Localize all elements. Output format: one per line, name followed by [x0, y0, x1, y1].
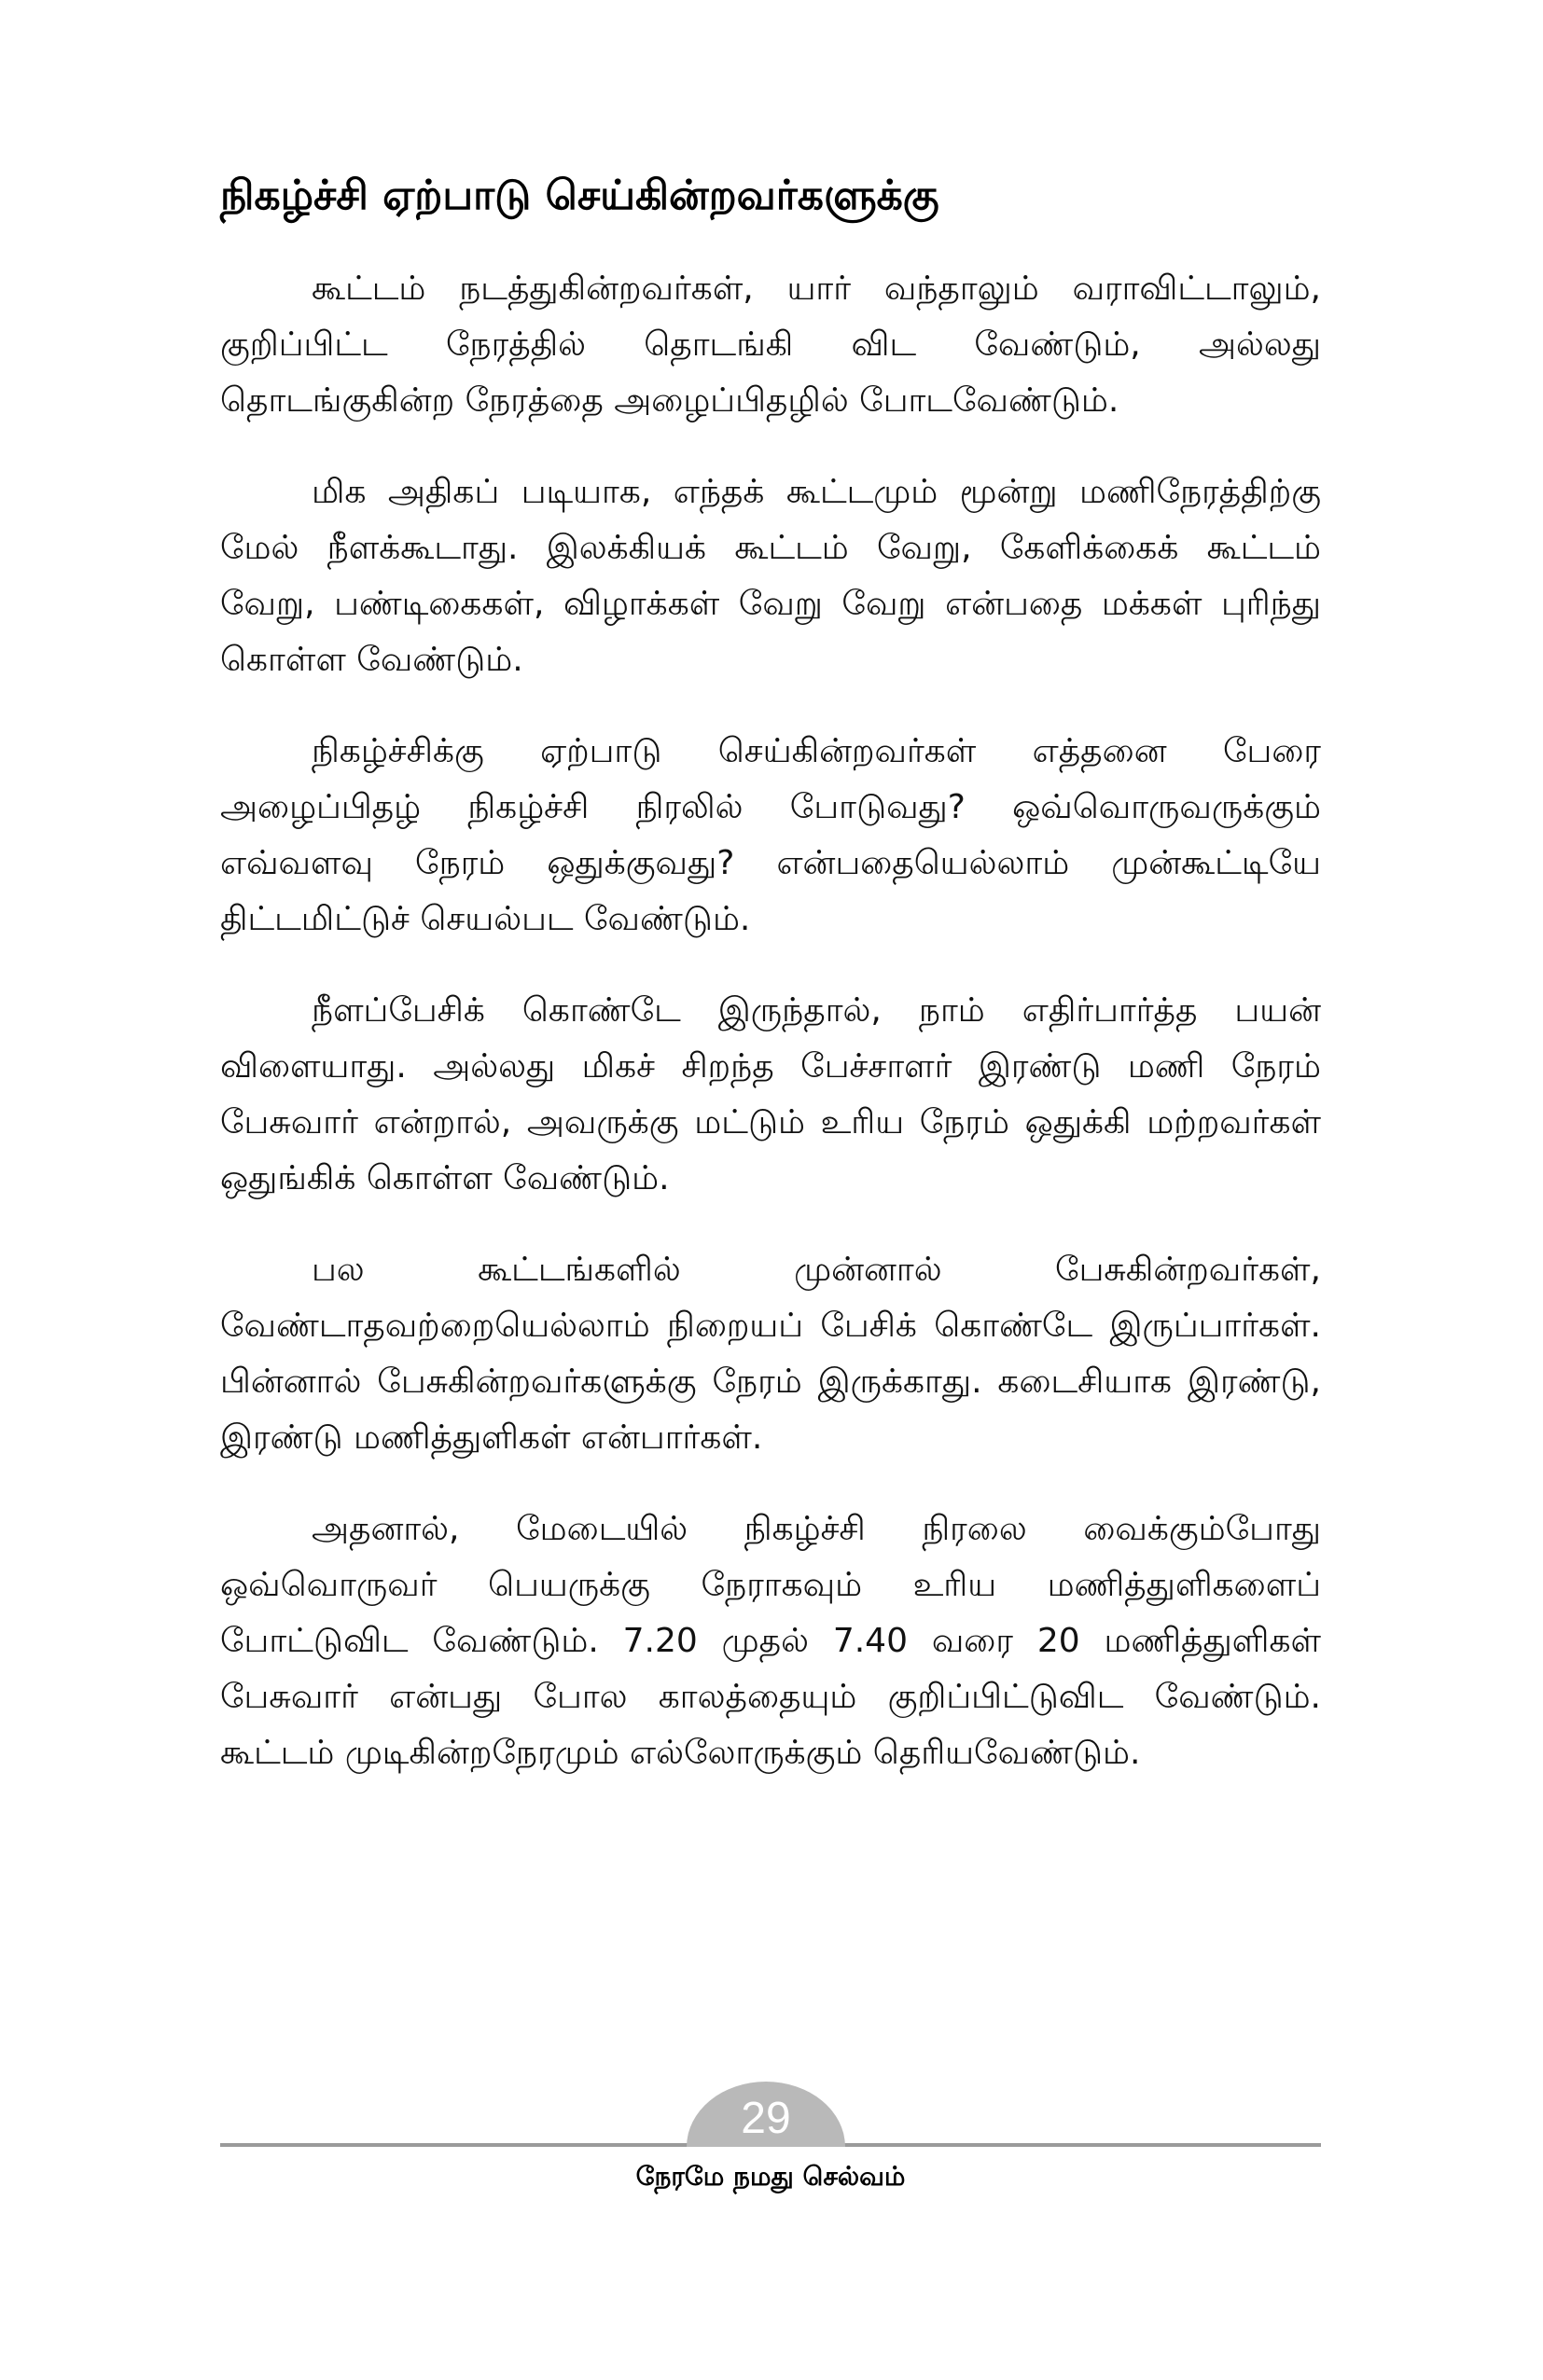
- paragraph: கூட்டம் நடத்துகின்றவர்கள், யார் வந்தாலும் வராவிட்டாலும், குறிப்பிட்ட நேரத்தில் தொடங்கி விட வேண்டும், அல்லது தொடங்குகின்ற நேரத்தை அழைப்பிதழில் போடவேண்டும்.: [220, 270, 1321, 420]
- section-heading: நிகழ்ச்சி ஏற்பாடு செய்கின்றவர்களுக்கு: [220, 172, 939, 219]
- book-title: நேரமே நமது செல்வம்: [635, 2161, 906, 2192]
- paragraph: அதனால், மேடையில் நிகழ்ச்சி நிரலை வைக்கும்போது ஒவ்வொருவர் பெயருக்கு நேராகவும் உரிய மணித்துளிகளைப் போட்டுவிட வேண்டும். 7.20 முதல் 7.40 வரை 20 மணித்துளிகள் பேசுவார் என்பது போல காலத்தையும் குறிப்பிட்டுவிட வேண்டும். கூட்டம் முடிகின்றநேரமும் எல்லோருக்கும் தெரியவேண்டும்.: [220, 1510, 1321, 1772]
- page-number-badge: [687, 2082, 845, 2147]
- paragraph: மிக அதிகப் படியாக, எந்தக் கூட்டமும் மூன்று மணிநேரத்திற்கு மேல் நீளக்கூடாது. இலக்கியக் கூட்டம் வேறு, கேளிக்கைக் கூட்டம் வேறு, பண்டிகைகள், விழாக்கள் வேறு வேறு என்பதை மக்கள் புரிந்து கொள்ள வேண்டும்.: [220, 473, 1321, 679]
- page-footer: [220, 2070, 1321, 2192]
- paragraph: நீளப்பேசிக் கொண்டே இருந்தால், நாம் எதிர்பார்த்த பயன் விளையாது. அல்லது மிகச் சிறந்த பேச்சாளர் இரண்டு மணி நேரம் பேசுவார் என்றால், அவருக்கு மட்டும் உரிய நேரம் ஒதுக்கி மற்றவர்கள் ஒதுங்கிக் கொள்ள வேண்டும்.: [220, 991, 1321, 1197]
- page-content: [220, 168, 1321, 1817]
- page-number: 29: [741, 2094, 791, 2143]
- paragraph: பல கூட்டங்களில் முன்னால் பேசுகின்றவர்கள், வேண்டாதவற்றையெல்லாம் நிறையப் பேசிக் கொண்டே இருப்பார்கள். பின்னால் பேசுகின்றவர்களுக்கு நேரம் இருக்காது. கடைசியாக இரண்டு, இரண்டு மணித்துளிகள் என்பார்கள்.: [220, 1251, 1321, 1457]
- paragraph: நிகழ்ச்சிக்கு ஏற்பாடு செய்கின்றவர்கள் எத்தனை பேரை அழைப்பிதழ் நிகழ்ச்சி நிரலில் போடுவது? ஒவ்வொருவருக்கும் எவ்வளவு நேரம் ஒதுக்குவது? என்பதையெல்லாம் முன்கூட்டியே திட்டமிட்டுச் செயல்பட வேண்டும்.: [220, 732, 1321, 938]
